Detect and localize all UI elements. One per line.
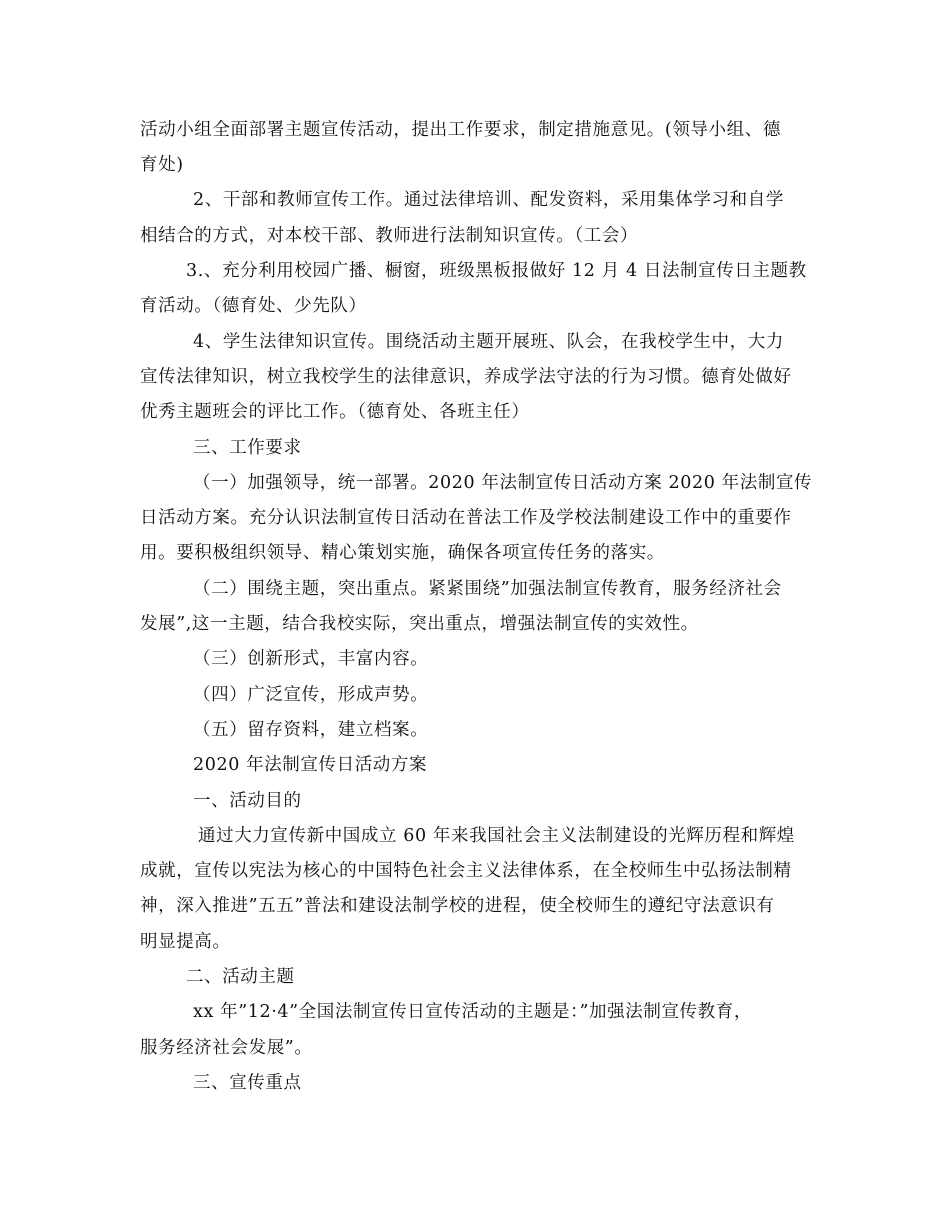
text-line: 相结合的方式，对本校干部、教师进行法制知识宣传。（工会） [140, 226, 639, 246]
text-line: 3.、充分利用校园广播、橱窗，班级黑板报做好 12 月 4 日法制宣传日主题教 [186, 261, 807, 281]
text-line: 活动小组全面部署主题宣传活动，提出工作要求，制定措施意见。(领导小组、德 [140, 120, 781, 140]
text-line: （一）加强领导，统一部署。2020 年法制宣传日活动方案 2020 年法制宣传 [193, 473, 813, 493]
text-line: 用。要积极组织领导、精心策划实施，确保各项宣传任务的落实。 [140, 543, 665, 563]
text-line: 优秀主题班会的评比工作。（德育处、各班主任） [140, 402, 530, 422]
text-line: 神，深入推进”五五”普法和建设法制学校的进程，使全校师生的遵纪守法意识有 [140, 896, 775, 916]
document-title: 2020 年法制宣传日活动方案 [193, 755, 428, 775]
section-heading: 二、活动主题 [186, 967, 295, 987]
text-line: （四）广泛宣传，形成声势。 [193, 685, 429, 705]
section-heading: 一、活动目的 [193, 791, 302, 811]
text-line: 育处) [140, 155, 184, 175]
text-line: 4、学生法律知识宣传。围绕活动主题开展班、队会，在我校学生中，大力 [193, 332, 784, 352]
section-heading: 三、宣传重点 [193, 1073, 302, 1093]
text-line: 2、干部和教师宣传工作。通过法律培训、配发资料，采用集体学习和自学 [193, 190, 784, 210]
text-line: 宣传法律知识，树立我校学生的法律意识，养成学法守法的行为习惯。德育处做好 [140, 367, 792, 387]
section-heading: 三、工作要求 [193, 438, 302, 458]
text-line: （三）创新形式，丰富内容。 [193, 649, 429, 669]
text-line: 服务经济社会发展”。 [140, 1038, 313, 1058]
text-line: 成就，宣传以宪法为核心的中国特色社会主义法律体系，在全校师生中弘扬法制精 [140, 861, 792, 881]
text-line: 育活动。（德育处、少先队） [140, 296, 367, 316]
text-line: （五）留存资料，建立档案。 [193, 720, 429, 740]
text-line: （二）围绕主题，突出重点。紧紧围绕”加强法制宣传教育，服务经济社会 [193, 579, 782, 599]
text-line: xx 年”12·4”全国法制宣传日宣传活动的主题是：”加强法制宣传教育， [193, 1002, 752, 1022]
text-line: 通过大力宣传新中国成立 60 年来我国社会主义法制建设的光辉历程和辉煌 [198, 826, 795, 846]
text-line: 明显提高。 [140, 932, 231, 952]
text-line: 日活动方案。充分认识法制宣传日活动在普法工作及学校法制建设工作中的重要作 [140, 508, 792, 528]
text-line: 发展”,这一主题，结合我校实际，突出重点，增强法制宣传的实效性。 [140, 614, 699, 634]
